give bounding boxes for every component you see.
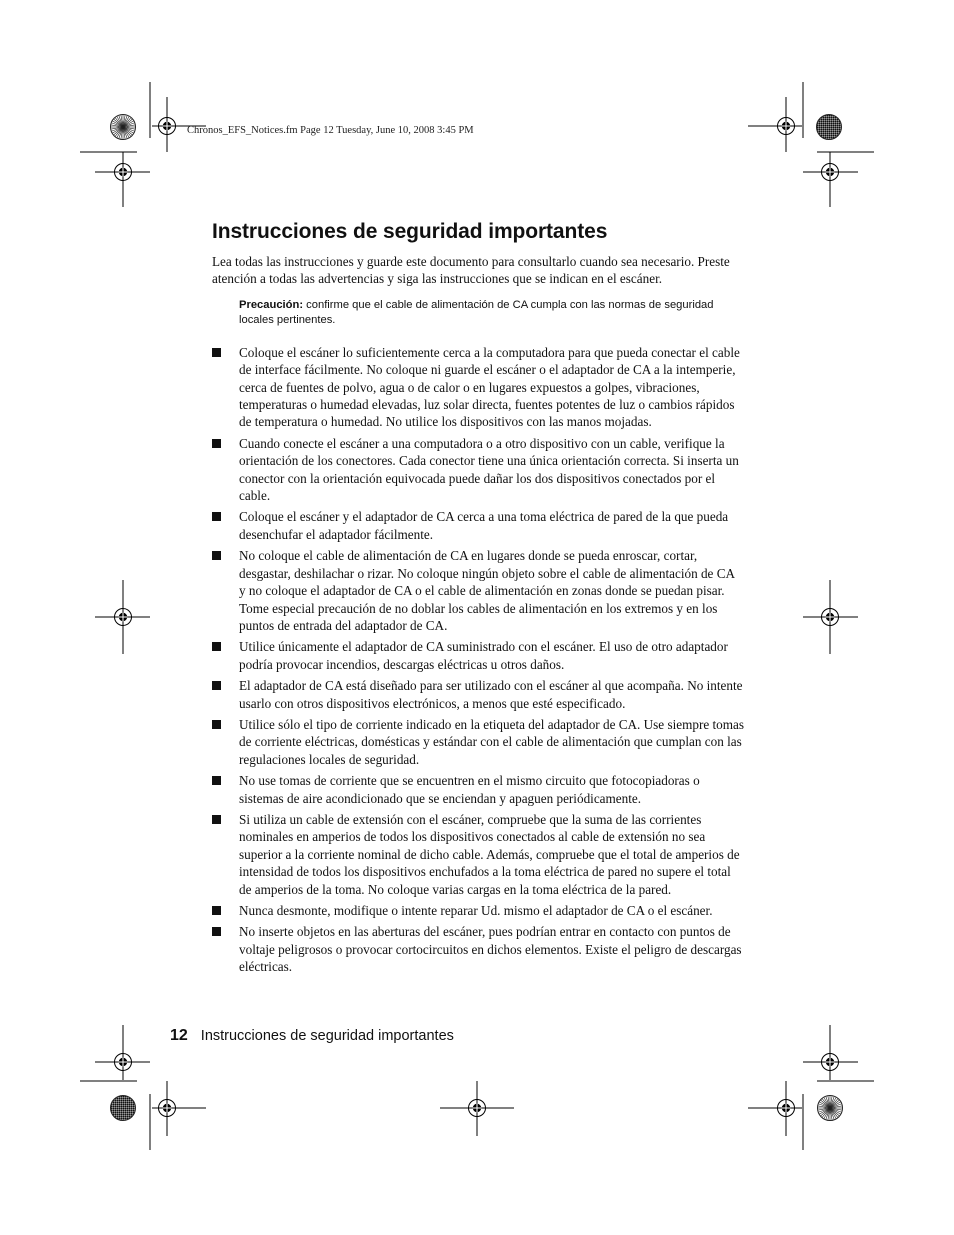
page-content [212, 220, 744, 980]
bullet-square-icon [212, 720, 221, 729]
list-item-text: Coloque el escáner lo suficientemente cerca a la computadora para que pueda conectar el cable de interface fácilmente. No coloque ni guarde el escáner o el adaptador de CA a la intemperie, cerca de fuentes de polvo, agua o de calor o en lugares expuestos a golpes, vibraciones, temperaturas o humedad elevadas, luz solar directa, fuentes potentes de luz o cambios rápidos de temperatura o humedad. No utilice los dispositivos con las manos mojadas. [239, 344, 740, 430]
list-item [212, 923, 744, 975]
page-footer [170, 1027, 454, 1045]
caution-label: Precaución: [239, 298, 304, 311]
list-item-text: No inserte objetos en las aberturas del escáner, pues podrían entrar en contacto con puntos de voltaje peligrosos o provocar cortocircuitos en dichos elementos. Existe el peligro de descargas eléctricas. [239, 924, 742, 975]
list-item [212, 716, 744, 768]
list-item [212, 677, 744, 712]
bullet-square-icon [212, 439, 221, 448]
bullet-square-icon [212, 348, 221, 357]
bullet-square-icon [212, 815, 221, 824]
list-item-text: Utilice sólo el tipo de corriente indicado en la etiqueta del adaptador de CA. Use siempre tomas de corriente eléctricas, domésticas y estándar con el cable de alimentación que cumplan con las regulaciones locales de seguridad. [239, 716, 744, 767]
safety-instructions-list [212, 344, 744, 976]
list-item-text: Nunca desmonte, modifique o intente reparar Ud. mismo el adaptador de CA o el escáner. [239, 903, 713, 918]
caution-text: confirme que el cable de alimentación de CA cumpla con las normas de seguridad locales pertinentes. [239, 298, 714, 327]
page-title: Instrucciones de seguridad importantes [212, 220, 608, 243]
list-item-text: Si utiliza un cable de extensión con el escáner, compruebe que la suma de las corrientes nominales en amperios de todos los dispositivos conectados al cable de extensión no sea superior a la corriente nominal de dicho cable. Además, compruebe que el total de amperios de intensidad de todos los dispositivos enchufados a la toma eléctrica de pared no supere el total de amperios de la toma. No coloque varias cargas en la toma eléctrica de la pared. [239, 811, 740, 897]
file-slug-line: Chronos_EFS_Notices.fm Page 12 Tuesday, June 10, 2008 3:45 PM [187, 125, 474, 136]
bullet-square-icon [212, 681, 221, 690]
list-item-text: Coloque el escáner y el adaptador de CA cerca a una toma eléctrica de pared de la que pueda desenchufar el adaptador fácilmente. [239, 509, 729, 542]
list-item [212, 902, 744, 919]
list-item-text: No coloque el cable de alimentación de CA en lugares donde se pueda enroscar, cortar, desgastar, deshilachar o rizar. No coloque ningún objeto sobre el cable de alimentación de CA y no coloque el adaptador de CA o el cable de alimentación en zonas donde se puedan pisar. Tome especial precaución de no doblar los cables de alimentación en los extremos y en los puntos de entrada del adaptador de CA. [239, 548, 735, 633]
list-item [212, 435, 744, 505]
list-item [212, 547, 744, 634]
list-item-text: Cuando conecte el escáner a una computadora o a otro dispositivo con un cable, verifique la orientación de los conectores. Cada conector tiene una única orientación correcta. Si inserta un conector con la orientación equivocada puede dañar los dos dispositivos conectados por el cable. [239, 435, 739, 504]
intro-paragraph: Lea todas las instrucciones y guarde este documento para consultarlo cuando sea necesario. Preste atención a todas las advertencias y siga las instrucciones que se indican en el escáner. [212, 254, 730, 287]
list-item [212, 772, 744, 807]
list-item-text: No use tomas de corriente que se encuentren en el mismo circuito que fotocopiadoras o sistemas de aire acondicionado que se enciendan y apaguen periódicamente. [239, 773, 700, 806]
footer-section-title: Instrucciones de seguridad importantes [200, 1028, 454, 1044]
bullet-square-icon [212, 927, 221, 936]
bullet-square-icon [212, 512, 221, 521]
list-item [212, 811, 744, 898]
bullet-square-icon [212, 776, 221, 785]
list-item [212, 344, 744, 431]
list-item [212, 508, 744, 543]
list-item-text: El adaptador de CA está diseñado para ser utilizado con el escáner al que acompaña. No intente usarlo con otros dispositivos electrónicos, a menos que esté especificado. [239, 678, 743, 711]
bullet-square-icon [212, 906, 221, 915]
list-item [212, 638, 744, 673]
bullet-square-icon [212, 642, 221, 651]
list-item-text: Utilice únicamente el adaptador de CA suministrado con el escáner. El uso de otro adaptador podría provocar incendios, descargas eléctricas u otros daños. [239, 639, 728, 672]
bullet-square-icon [212, 551, 221, 560]
page-number: 12 [170, 1027, 188, 1044]
caution-note [239, 298, 744, 329]
